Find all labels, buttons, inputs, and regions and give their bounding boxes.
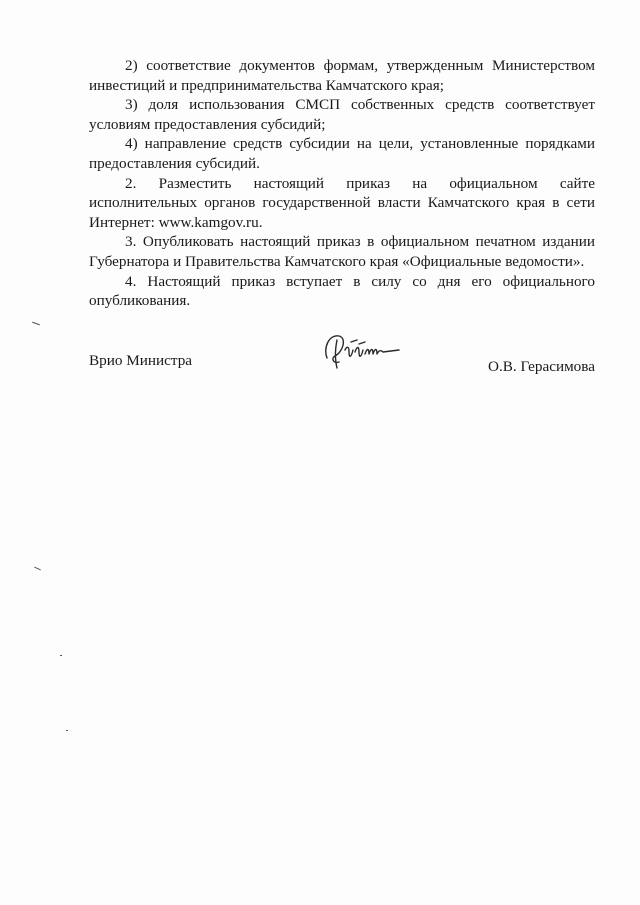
scan-speck xyxy=(34,567,41,571)
paragraph-continuation: Губернатора и Правительства Камчатского края «Официальные ведомости». xyxy=(89,252,585,270)
paragraph-continuation: инвестиций и предпринимательства Камчатского края; xyxy=(89,76,444,94)
handwritten-signature xyxy=(321,328,403,372)
list-item xyxy=(89,134,595,173)
paragraph-first-line: 2. Разместить настоящий приказ на официальном сайте xyxy=(125,174,595,192)
paragraph-first-line: 3. Опубликовать настоящий приказ в официальном печатном издании xyxy=(125,233,595,251)
paragraph-first-line: 3) доля использования СМСП собственных средств соответствует xyxy=(125,96,595,114)
paragraph-continuation: исполнительных органов государственной власти Камчатского края в сети Интернет: www.kamgov.ru. xyxy=(89,194,595,231)
paragraph-first-line: 4) направление средств субсидии на цели, установленные порядками xyxy=(125,135,595,153)
signature-block xyxy=(89,352,595,382)
signatory-name: О.В. Герасимова xyxy=(488,358,595,375)
list-item xyxy=(89,272,595,311)
document-body xyxy=(89,56,595,311)
paragraph-first-line: 4. Настоящий приказ вступает в силу со дня его официального xyxy=(125,272,595,290)
list-item xyxy=(89,174,595,233)
signatory-role: Врио Министра xyxy=(89,352,193,369)
paragraph-continuation: опубликования. xyxy=(89,292,191,310)
list-item xyxy=(89,232,595,271)
paragraph-continuation: условиям предоставления субсидий; xyxy=(89,115,326,133)
paragraph-continuation: предоставления субсидий. xyxy=(89,154,260,172)
list-item xyxy=(89,56,595,95)
paragraph-first-line: 2) соответствие документов формам, утвержденным Министерством xyxy=(125,57,595,74)
scan-speck xyxy=(66,730,68,731)
scan-speck xyxy=(60,655,62,656)
list-item xyxy=(89,95,595,134)
scan-speck xyxy=(32,322,40,326)
